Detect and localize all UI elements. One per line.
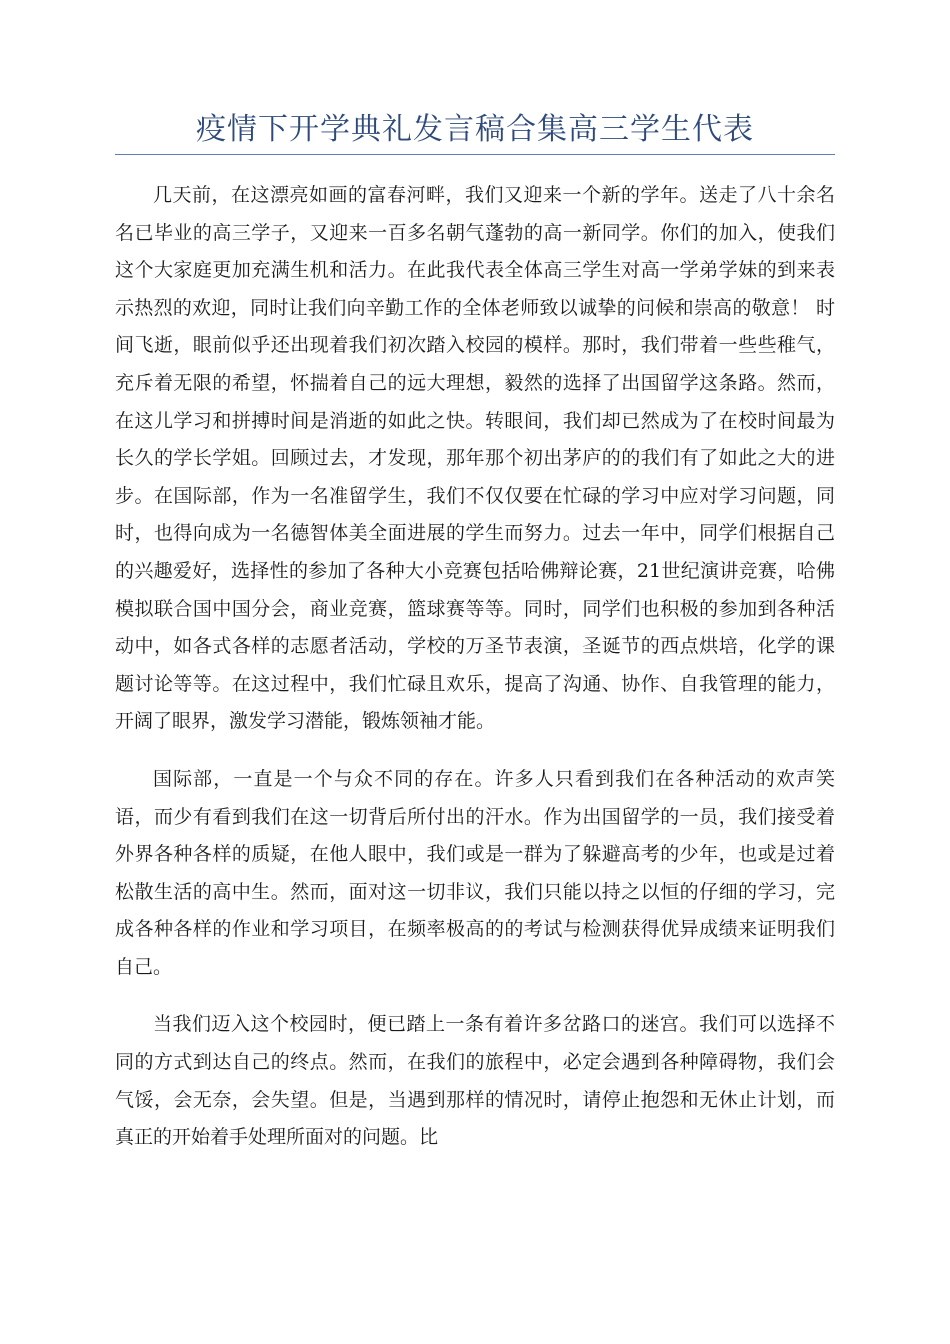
paragraph-2: 国际部，一直是一个与众不同的存在。许多人只看到我们在各种活动的欢声笑语，而少有看到我们在这一切背后所付出的汗水。作为出国留学的一员，我们接受着外界各种各样的质疑，在他人眼中，我们或是一群为了躲避高考的少年，也或是过着松散生活的高中生。然而，面对这一切非议，我们只能以持之以恒的仔细的学习，完成各种各样的作业和学习项目，在频率极高的的考试与检测获得优异成绩来证明我们自己。 bbox=[115, 767, 835, 978]
paragraph-1: 几天前，在这漂亮如画的富春河畔，我们又迎来一个新的学年。送走了八十余名名已毕业的高三学子，又迎来一百多名朝气蓬勃的高一新同学。你们的加入，使我们这个大家庭更加充满生机和活力。在此我代表全体高三学生对高一学弟学妹的到来表示热烈的欢迎，同时让我们向辛勤工作的全体老师致以诚挚的问候和崇高的敬意！ 时间飞逝，眼前似乎还出现着我们初次踏入校园的模样。那时，我们带着一些些稚气，充斥着无限的希望，怀揣着自己的远大理想，毅然的选择了出国留学这条路。然而，在这儿学习和拼搏时间是消逝的如此之快。转眼间，我们却已然成为了在校时间最为长久的学长学姐。回顾过去，才发现，那年那个初出茅庐的的我们有了如此之大的进步。在国际部，作为一名准留学生，我们不仅仅要在忙碌的学习中应对学习问题，同时，也得向成为一名德智体美全面进展的学生而努力。过去一年中，同学们根据自己的兴趣爱好，选择性的参加了各种大小竞赛包括哈佛辩论赛，21世纪演讲竞赛，哈佛模拟联合国中国分会，商业竞赛，篮球赛等等。同时，同学们也积极的参加到各种活动中，如各式各样的志愿者活动，学校的万圣节表演，圣诞节的西点烘培，化学的课题讨论等等。在这过程中，我们忙碌且欢乐，提高了沟通、协作、自我管理的能力，开阔了眼界，激发学习潜能，锻炼领袖才能。 bbox=[115, 184, 835, 733]
paragraph-3: 当我们迈入这个校园时，便已踏上一条有着许多岔路口的迷宫。我们可以选择不同的方式到达自己的终点。然而，在我们的旅程中，必定会遇到各种障碍物，我们会气馁，会无奈，会失望。但是，当遇到那样的情况时，请停止抱怨和无休止计划，而真正的开始着手处理所面对的问题。比 bbox=[115, 1013, 835, 1149]
title-underline bbox=[115, 154, 835, 155]
document-page bbox=[115, 108, 835, 1177]
document-body bbox=[115, 177, 835, 1157]
document-title: 疫情下开学典礼发言稿合集高三学生代表 bbox=[196, 112, 754, 147]
